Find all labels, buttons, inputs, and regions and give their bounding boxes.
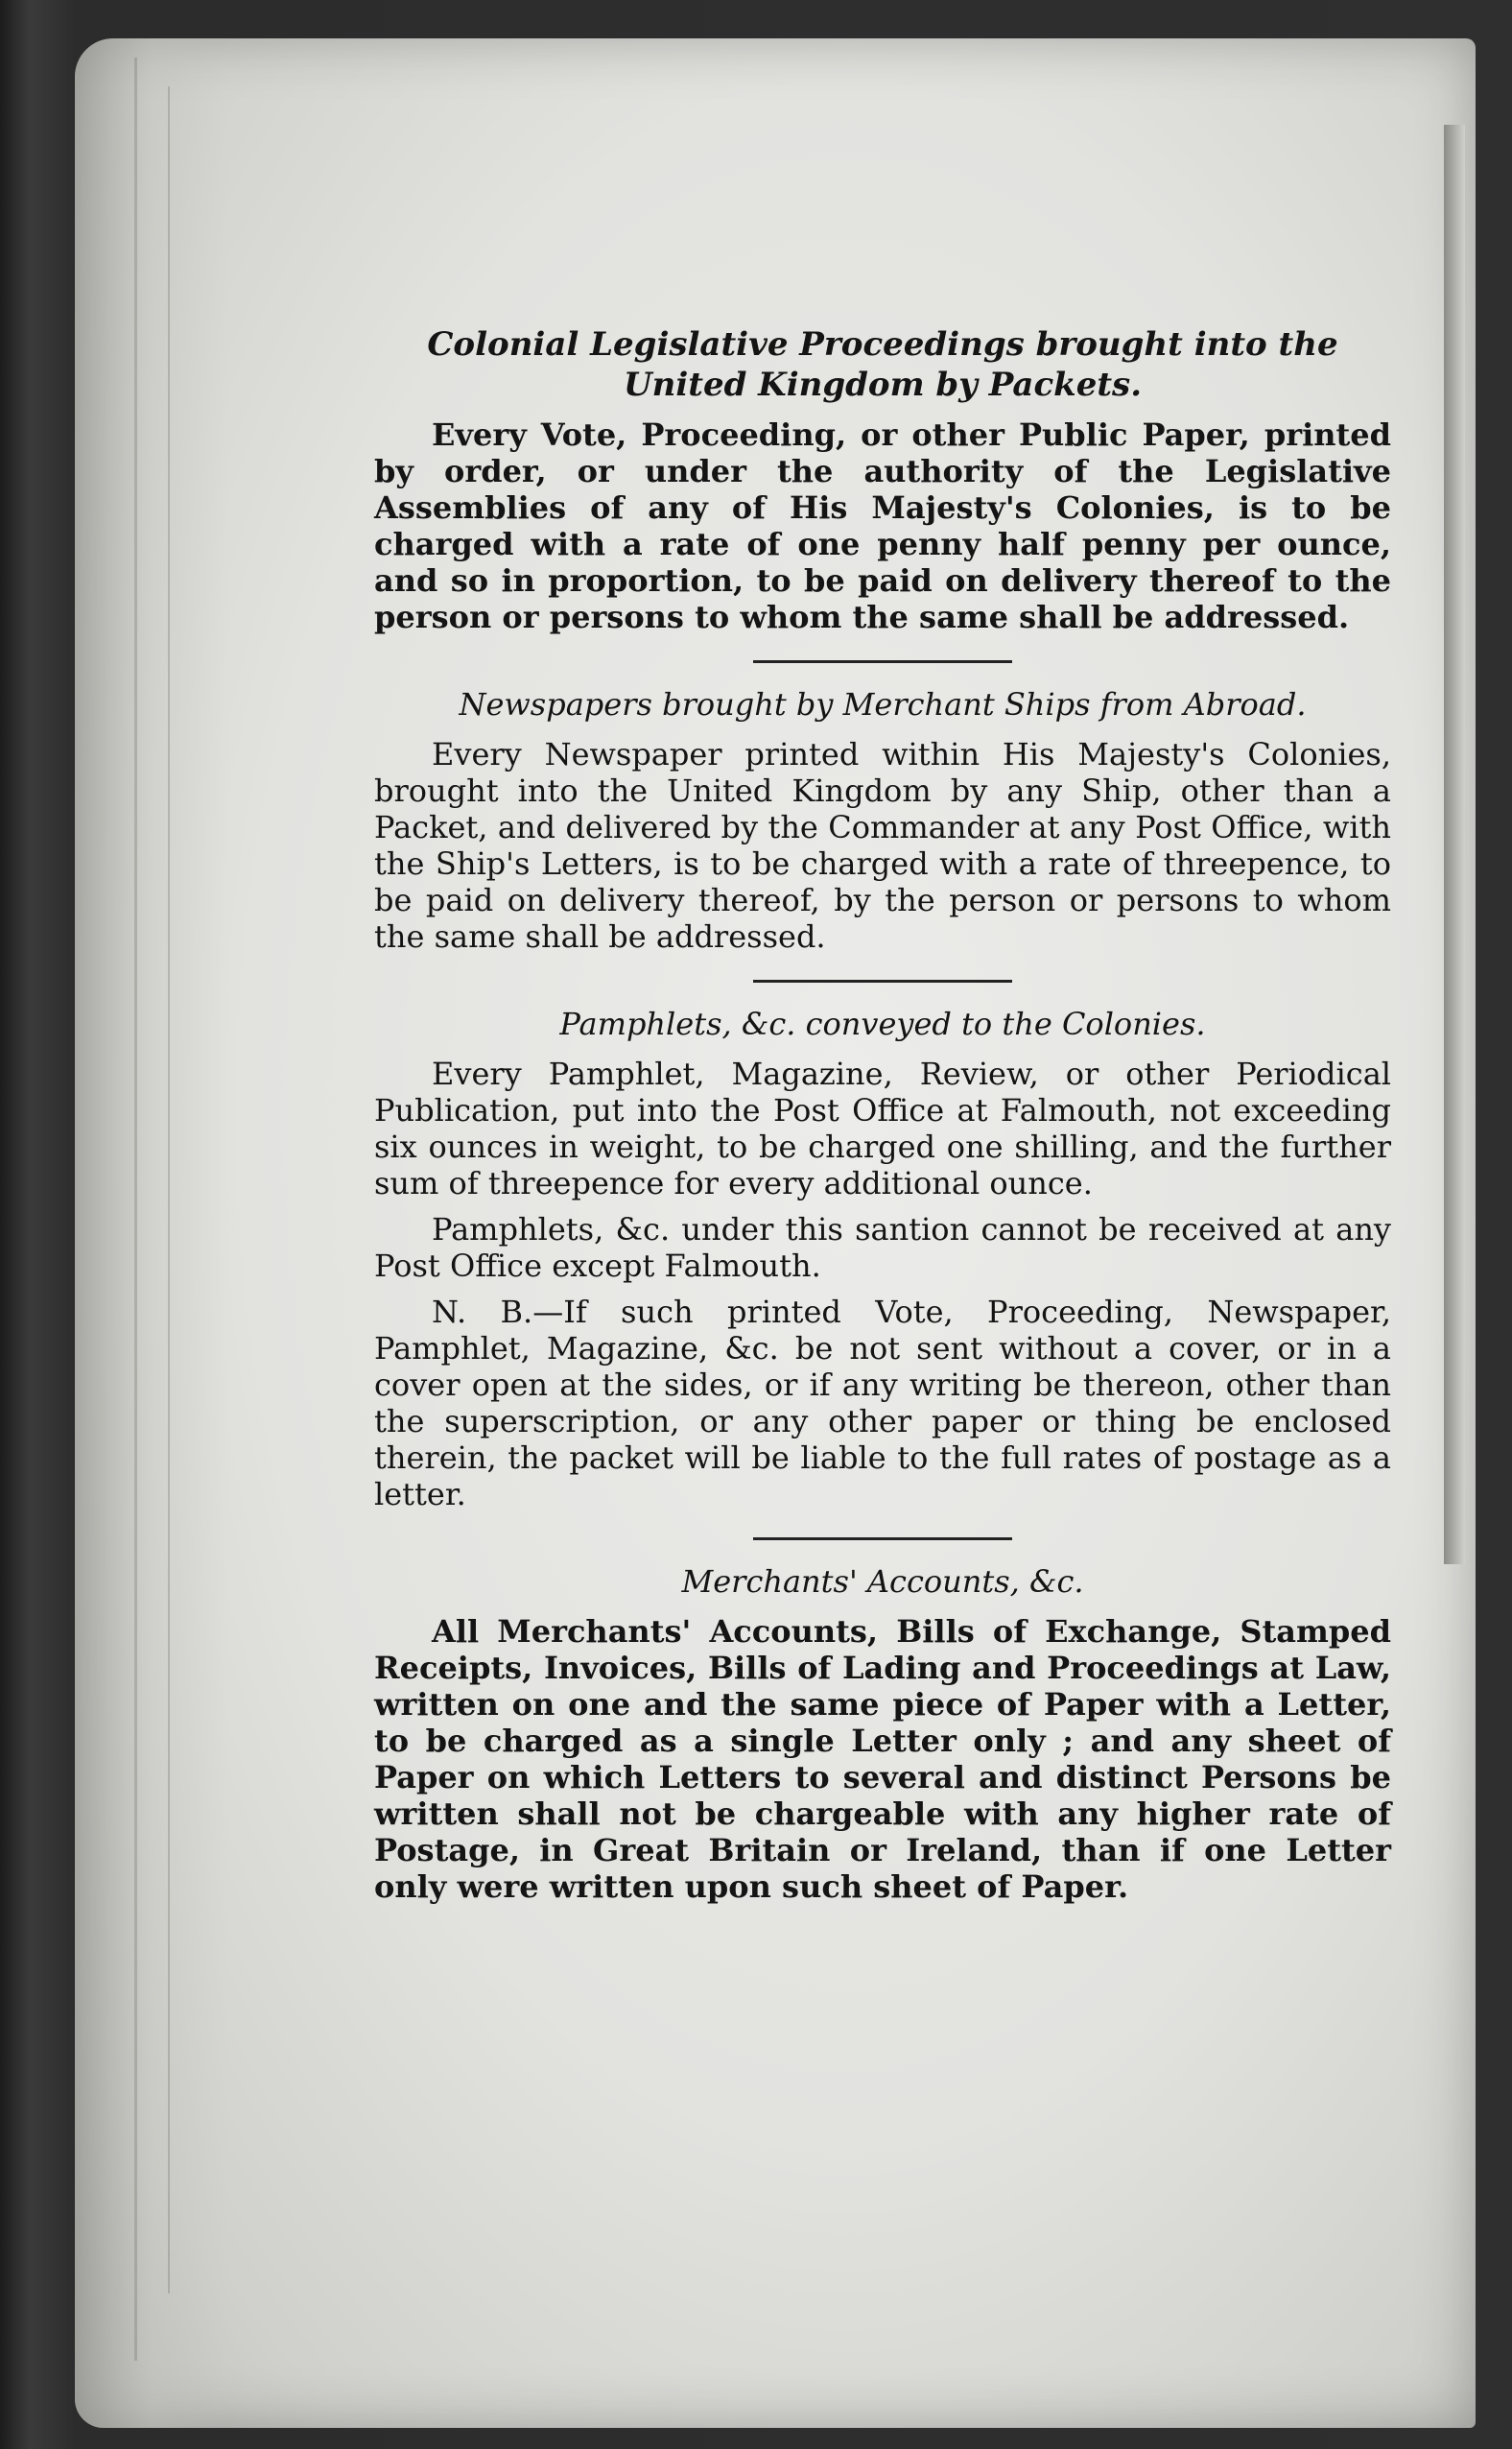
section-newspapers [374, 684, 1391, 955]
page-crease [134, 58, 137, 2361]
section-heading: Merchants' Accounts, &c. [681, 1563, 1084, 1600]
paragraph: Every Pamphlet, Magazine, Review, or other Periodical Publication, put into the Post Office at Falmouth, not exceeding six ounces in weight, to be charged one shilling, and the further sum of threepence for every additional ounce. [374, 1056, 1391, 1201]
paragraph: All Merchants' Accounts, Bills of Exchange, Stamped Receipts, Invoices, Bills of Lading and Proceedings at Law, written on one and the same piece of Paper with a Letter, to be charged as a single Letter only ; and any sheet of Paper on which Letters to several and distinct Persons be written shall not be chargeable with any higher rate of Postage, in Great Britain or Ireland, than if one Letter only were written upon such sheet of Paper. [374, 1613, 1391, 1905]
paragraph: Every Vote, Proceeding, or other Public Paper, printed by order, or under the authority of the Legislative Assemblies of any of His Majesty's Colonies, is to be charged with a rate of one penny half penny per ounce, and so in proportion, to be paid on delivery thereof to the person or persons to whom the same shall be addressed. [374, 416, 1391, 635]
section-heading: Colonial Legislative Proceedings brought into the United Kingdom by Packets. [427, 325, 1338, 404]
page-crease [168, 86, 170, 2294]
section-colonial-proceedings [374, 324, 1391, 635]
section-heading: Pamphlets, &c. conveyed to the Colonies. [559, 1006, 1206, 1042]
section-pamphlets [374, 1004, 1391, 1512]
binding-edge [1444, 125, 1465, 1564]
divider-rule [753, 660, 1012, 663]
paragraph: Every Newspaper printed within His Majesty's Colonies, brought into the United Kingdom by any Ship, other than a Packet, and delivered by the Commander at any Post Office, with the Ship's Letters, is to be charged with a rate of threepence, to be paid on delivery thereof, by the person or persons to whom the same shall be addressed. [374, 736, 1391, 955]
paragraph: Pamphlets, &c. under this santion cannot be received at any Post Office except Falmouth. [374, 1211, 1391, 1284]
section-heading: Newspapers brought by Merchant Ships from Abroad. [459, 686, 1307, 723]
divider-rule [753, 1537, 1012, 1540]
divider-rule [753, 980, 1012, 983]
page-content [374, 324, 1391, 1914]
section-merchants-accounts [374, 1561, 1391, 1905]
paragraph: N. B.—If such printed Vote, Proceeding, Newspaper, Pamphlet, Magazine, &c. be not sent without a cover, or in a cover open at the sides, or if any writing be thereon, other than the superscription, or any other paper or thing be enclosed therein, the packet will be liable to the full rates of postage as a letter. [374, 1294, 1391, 1512]
page-spine-wear [75, 38, 228, 2428]
